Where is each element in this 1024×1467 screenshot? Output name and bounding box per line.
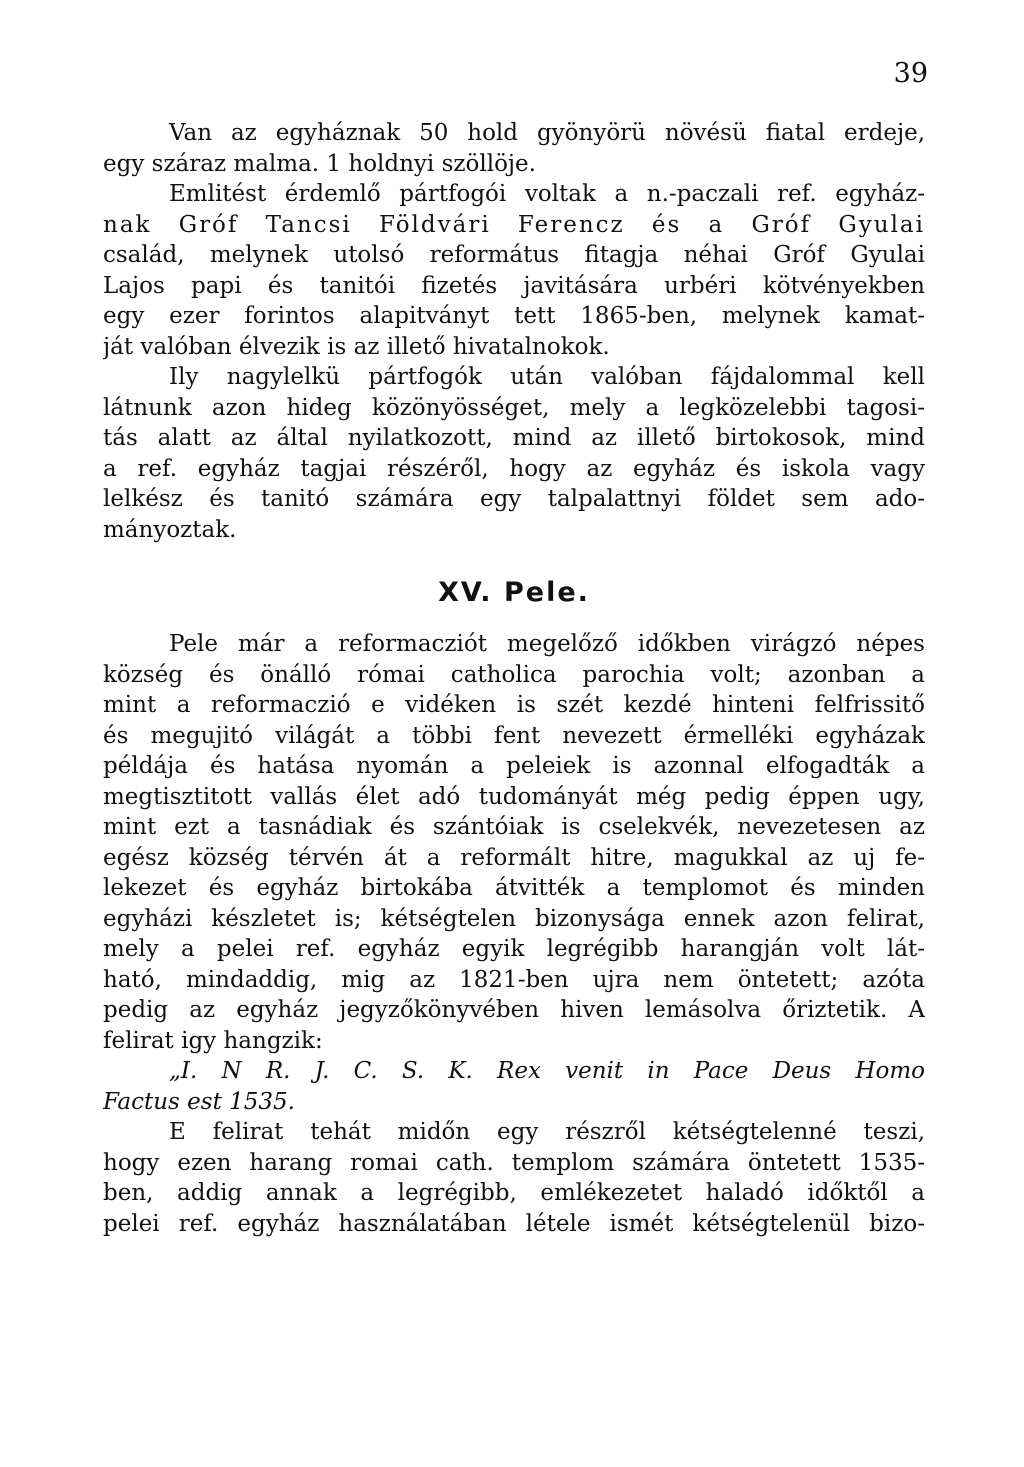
text-line: család, melynek utolsó református fitagja néhai Gróf Gyulai (103, 242, 925, 268)
text-line: Ily nagylelkü pártfogók után valóban fájdalommal kell (169, 364, 925, 390)
text-line: ját valóban élvezik is az illető hivatalnokok. (103, 333, 610, 360)
text-line: Lajos papi és tanitói fizetés javitására urbéri kötvényekben (103, 272, 925, 299)
text-line: példája és hatása nyomán a peleiek is azonnal elfogadták a (103, 753, 925, 779)
text-line: felirat igy hangzik: (103, 1027, 323, 1054)
text-line: egész község térvén át a reformált hitre, magukkal az uj fe- (103, 844, 925, 871)
paragraph-5 (103, 1117, 925, 1239)
paragraph-4 (103, 629, 925, 1056)
text-line: község és önálló római catholica parochia volt; azonban a (103, 661, 925, 688)
text-line: mint a reformaczió e vidéken is szét kezdé hinteni felfrissitő (103, 692, 925, 718)
text-line: E felirat tehát midőn egy részről kétségtelenné teszi, (169, 1119, 925, 1145)
text-line: egyházi készletet is; kétségtelen bizonysága ennek azon felirat, (103, 905, 925, 932)
text-line: lekezet és egyház birtokába átvitték a templomot és minden (103, 875, 925, 901)
text-line: lelkész és tanitó számára egy talpalattnyi földet sem ado- (103, 486, 925, 512)
inscription-line: „I. N R. J. C. S. K. Rex venit in Pace Deus Homo (169, 1058, 925, 1084)
text-line: látnunk azon hideg közönyösséget, mely a legközelebbi tagosi- (103, 394, 925, 421)
paragraph-3 (103, 362, 925, 545)
inscription-quote (103, 1056, 925, 1117)
text-line: mányoztak. (103, 516, 237, 543)
page-body (103, 118, 925, 1239)
section-heading: XV. Pele. (438, 577, 590, 608)
text-line: tás alatt az által nyilatkozott, mind az illető birtokosok, mind (103, 425, 925, 451)
text-line: megtisztitott vallás élet adó tudományát még pedig éppen ugy, (103, 783, 925, 810)
paragraph-1 (103, 118, 925, 179)
text-line: ható, mindaddig, mig az 1821-ben ujra nem öntetett; azóta (103, 966, 925, 993)
text-line: mely a pelei ref. egyház egyik legrégibb harangján volt lát- (103, 936, 925, 962)
text-line: és megujitó világát a többi fent nevezett érmelléki egyházak (103, 722, 925, 749)
text-line: nak Gróf Tancsi Földvári Ferencz és a Gróf Gyulai (103, 211, 925, 238)
text-line: egy száraz malma. 1 holdnyi szöllöje. (103, 150, 536, 177)
text-line: mint ezt a tasnádiak és szántóiak is cselekvék, nevezetesen az (103, 814, 925, 840)
text-line: ben, addig annak a legrégibb, emlékezetet haladó időktől a (103, 1180, 925, 1206)
text-line: pelei ref. egyház használatában létele ismét kétségtelenül bizo- (103, 1210, 925, 1237)
text-line: Emlitést érdemlő pártfogói voltak a n.-paczali ref. egyház- (169, 181, 925, 207)
page-number: 39 (893, 58, 928, 89)
text-line: a ref. egyház tagjai részéről, hogy az egyház és iskola vagy (103, 455, 925, 482)
text-line: egy ezer forintos alapitványt tett 1865-ben, melynek kamat- (103, 303, 925, 329)
inscription-line: Factus est 1535. (103, 1088, 295, 1115)
text-line: Van az egyháznak 50 hold gyönyörü növésü fiatal erdeje, (169, 120, 925, 146)
text-line: Pele már a reformacziót megelőző időkben virágzó népes (169, 631, 925, 657)
paragraph-2 (103, 179, 925, 362)
text-line: pedig az egyház jegyzőkönyvében hiven lemásolva őriztetik. A (103, 997, 925, 1023)
text-line: hogy ezen harang romai cath. templom számára öntetett 1535- (103, 1149, 925, 1176)
